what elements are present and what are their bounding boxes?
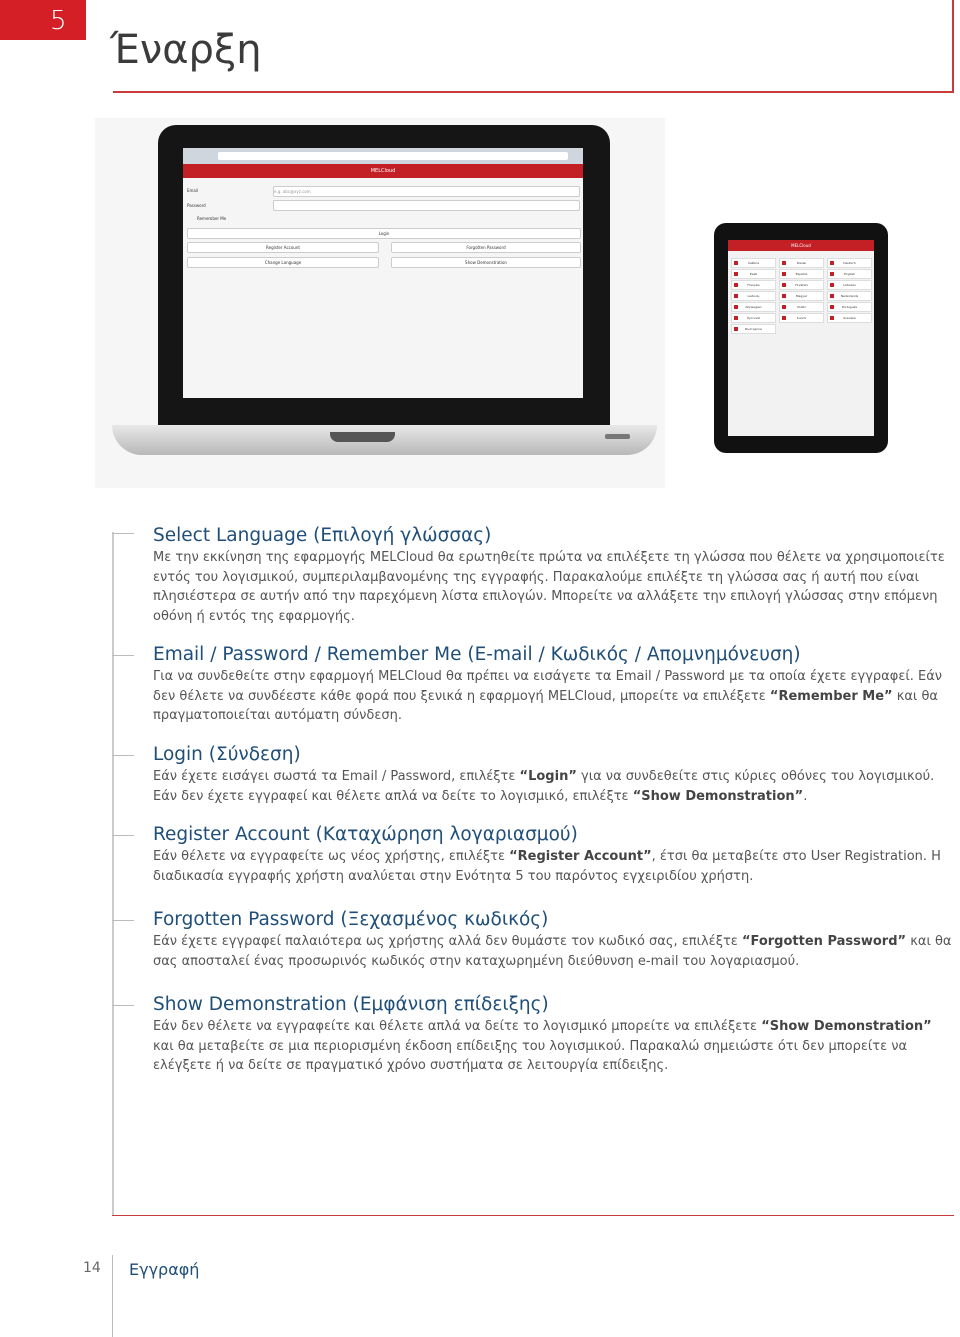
section-tick bbox=[112, 755, 134, 756]
tablet-language-item bbox=[731, 269, 776, 279]
flag-icon bbox=[782, 283, 786, 287]
tablet-language-label: Русский bbox=[747, 316, 760, 320]
flag-icon bbox=[734, 261, 738, 265]
laptop-password-field bbox=[273, 200, 580, 211]
tablet-language-item bbox=[779, 313, 824, 323]
section-body: Εάν θέλετε να εγγραφείτε ως νέος χρήστης, επιλέξτε “Register Account”, έτσι θα μεταβείτε στο User Registration. Η διαδικασία εγγραφής χρήστη αναλύεται στην Ενότητα 5 του παρόντος εγχειριδίου χρήστη. bbox=[153, 849, 941, 884]
tablet-language-item bbox=[731, 313, 776, 323]
flag-icon bbox=[782, 316, 786, 320]
tablet-language-label: Svenska bbox=[843, 316, 856, 320]
section-body: Εάν δεν θέλετε να εγγραφείτε και θέλετε απλά να δείτε το λογισμικό μπορείτε να επιλέξετε “Show Demonstration” και θα μεταβείτε σε μια περιορισμένη έκδοση επίδειξης του λογισμικού. Παρακαλώ σημειώστε ότι δεν μπορείτε να ελέγξετε ή να δείτε σε πραγματικό χρόνο συστήματα σε λειτουργία επίδειξης. bbox=[153, 1019, 932, 1073]
tablet-language-item bbox=[827, 280, 872, 290]
chapter-number: 5 bbox=[50, 6, 67, 36]
footer-title: Εγγραφή bbox=[129, 1260, 200, 1279]
flag-icon bbox=[734, 272, 738, 276]
flag-icon bbox=[830, 316, 834, 320]
laptop-email-field: e.g. abc@xyz.com bbox=[273, 186, 580, 197]
laptop-app-header: MELCloud bbox=[183, 164, 583, 178]
bottom-rule bbox=[112, 1215, 954, 1216]
flag-icon bbox=[734, 283, 738, 287]
section-body: Για να συνδεθείτε στην εφαρμογή MELCloud θα πρέπει να εισάγετε τα Email / Password με τα οποία έχετε εγγραφεί. Εάν δεν θέλετε να συνδέεστε κάθε φορά που ξενικά η εφαρμογή MELCloud, μπορείτε να επιλέξετε “Remember Me” και θα πραγματοποιείται αυτόματη σύνδεση. bbox=[153, 669, 943, 723]
laptop-email-label: Email bbox=[187, 188, 199, 193]
tablet-language-item bbox=[731, 324, 776, 334]
laptop-login-button: Login bbox=[187, 228, 581, 239]
tablet-language-label: Polski bbox=[797, 305, 806, 309]
tablet-language-item bbox=[779, 269, 824, 279]
section-title: Register Account (Καταχώρηση λογαριασμού) bbox=[153, 824, 578, 845]
laptop-forgotten-button: Forgotten Password bbox=[391, 242, 581, 253]
tablet-screen bbox=[728, 240, 874, 436]
section-body: Με την εκκίνηση της εφαρμογής MELCloud θα ερωτηθείτε πρώτα να επιλέξετε τη γλώσσα που θέλετε να χρησιμοποιείτε εντός του λογισμικού, συμπεριλαμβανομένης της εγγραφής. Παρακαλούμε επιλέξτε τη γλώσσα σας ή αυτή που είναι πλησιέστερα σε αυτήν από την παρεχόμενη λίστα επιλογών. Μπορείτε να αλλάξετε την επιλογή γλώσσας στην επόμενη οθόνη ή εντός της εφαρμογής. bbox=[153, 550, 945, 624]
tablet-language-label: Hrvatski bbox=[795, 283, 808, 287]
section-login bbox=[153, 744, 953, 806]
section-tick bbox=[112, 920, 134, 921]
section-title: Show Demonstration (Εμφάνιση επίδειξης) bbox=[153, 994, 549, 1015]
flag-icon bbox=[830, 272, 834, 276]
flag-icon bbox=[782, 305, 786, 309]
section-body: Εάν έχετε εγγραφεί παλαιότερα ως χρήστης αλλά δεν θυμάστε τον κωδικό σας, επιλέξτε “Forgotten Password” και θα σας αποσταλεί ένας προσωρινός κωδικός στην καταχωρημένη διεύθυνση e-mail του λογαριασμού. bbox=[153, 934, 952, 969]
section-show-demonstration bbox=[153, 994, 953, 1076]
tablet-language-item bbox=[827, 291, 872, 301]
tablet-language-label: Magyar bbox=[795, 294, 808, 298]
tablet-language-item bbox=[827, 269, 872, 279]
flag-icon bbox=[734, 327, 738, 331]
tablet-language-item bbox=[731, 291, 776, 301]
browser-url bbox=[218, 152, 568, 160]
tablet-language-label: Español bbox=[795, 272, 808, 276]
section-title: Email / Password / Remember Me (E-mail / Κωδικός / Απομνημόνευση) bbox=[153, 644, 801, 665]
tablet-language-item bbox=[779, 302, 824, 312]
laptop-notch bbox=[330, 432, 395, 442]
tablet-language-item bbox=[731, 258, 776, 268]
tablet-language-label: Lietuvių bbox=[747, 294, 760, 298]
section-email-password bbox=[153, 644, 953, 726]
header-vertical-rule bbox=[952, 0, 954, 92]
section-title: Login (Σύνδεση) bbox=[153, 744, 301, 765]
flag-icon bbox=[734, 294, 738, 298]
tablet-app-header: MELCloud bbox=[728, 240, 874, 251]
laptop-led bbox=[605, 434, 630, 439]
section-tick bbox=[112, 1005, 134, 1006]
tablet-language-label: Deutsch bbox=[843, 261, 856, 265]
section-tick bbox=[112, 655, 134, 656]
tablet-language-item bbox=[779, 280, 824, 290]
tablet-language-label: Suomi bbox=[796, 316, 807, 320]
flag-icon bbox=[782, 261, 786, 265]
laptop-demo-button: Show Demonstration bbox=[391, 257, 581, 268]
flag-icon bbox=[782, 272, 786, 276]
laptop-screen bbox=[183, 148, 583, 398]
tablet-language-label: English bbox=[844, 272, 855, 276]
tablet-language-label: Български bbox=[745, 327, 762, 331]
tablet-language-item bbox=[779, 291, 824, 301]
flag-icon bbox=[830, 305, 834, 309]
browser-bar bbox=[183, 148, 583, 164]
tablet-language-label: Português bbox=[841, 305, 858, 309]
section-tick bbox=[112, 835, 134, 836]
tablet-language-label: Latviešu bbox=[843, 283, 856, 287]
laptop-change-language-button: Change Language bbox=[187, 257, 379, 268]
tablet-language-label: Norwegian bbox=[745, 305, 762, 309]
flag-icon bbox=[782, 294, 786, 298]
section-title: Forgotten Password (Ξεχασμένος κωδικός) bbox=[153, 909, 549, 930]
header-horizontal-rule bbox=[113, 91, 954, 93]
tablet-language-item bbox=[827, 258, 872, 268]
flag-icon bbox=[830, 283, 834, 287]
flag-icon bbox=[734, 316, 738, 320]
tablet-language-item bbox=[779, 258, 824, 268]
tablet-language-label: Français bbox=[747, 283, 760, 287]
tablet-language-item bbox=[731, 280, 776, 290]
tablet-language-item bbox=[827, 313, 872, 323]
flag-icon bbox=[830, 261, 834, 265]
section-tick bbox=[112, 533, 134, 534]
page-number: 14 bbox=[83, 1260, 101, 1276]
section-select-language bbox=[153, 525, 953, 626]
tablet-language-item bbox=[731, 302, 776, 312]
section-forgotten-password bbox=[153, 909, 953, 971]
tablet-language-label: Čeština bbox=[747, 261, 760, 265]
laptop-remember-label: Remember Me bbox=[197, 216, 227, 221]
laptop-password-label: Password bbox=[187, 203, 206, 208]
tablet-language-item bbox=[827, 302, 872, 312]
flag-icon bbox=[830, 294, 834, 298]
tablet-language-label: Eesti bbox=[749, 272, 758, 276]
page-title: Έναρξη bbox=[110, 26, 262, 73]
tablet-language-label: Dansk bbox=[796, 261, 807, 265]
section-body: Εάν έχετε εισάγει σωστά τα Email / Password, επιλέξτε “Login” για να συνδεθείτε στις κύριες οθόνες του λογισμικού. Εάν δεν έχετε εγγραφεί και θέλετε απλά να δείτε το λογισμικό, επιλέξτε “Show Demonstration”. bbox=[153, 769, 935, 804]
section-title: Select Language (Επιλογή γλώσσας) bbox=[153, 525, 492, 546]
footer-vertical-rule bbox=[112, 1255, 113, 1337]
content-left-rule bbox=[112, 532, 114, 1216]
laptop-register-button: Register Account bbox=[187, 242, 379, 253]
flag-icon bbox=[734, 305, 738, 309]
chapter-box bbox=[0, 0, 86, 40]
section-register-account bbox=[153, 824, 953, 886]
tablet-language-label: Nederlands bbox=[840, 294, 859, 298]
